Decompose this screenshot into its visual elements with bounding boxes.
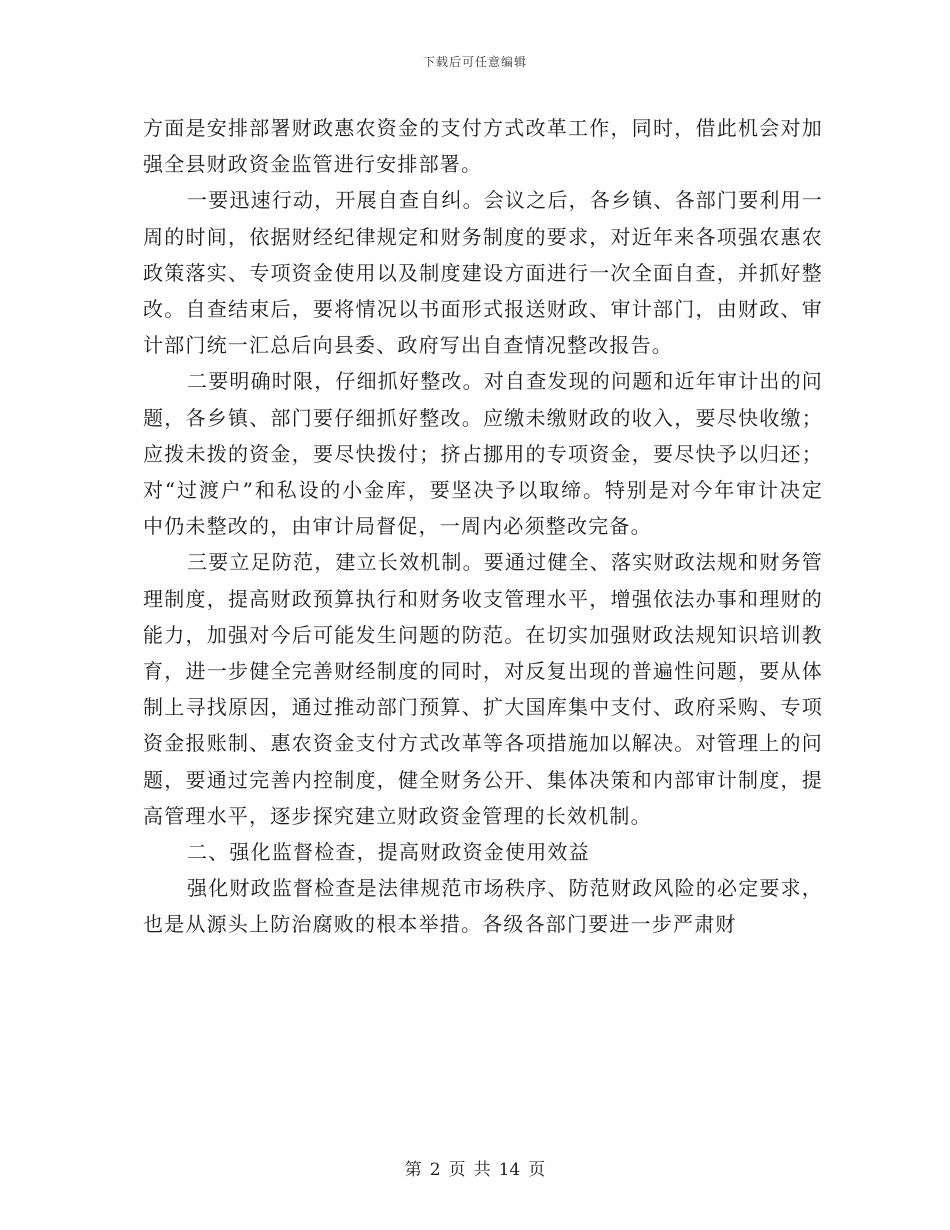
footer-prefix: 第: [404, 1160, 422, 1180]
section-heading: 二、强化监督检查，提高财政资金使用效益: [187, 840, 590, 865]
page-header: 下载后可任意编辑: [422, 55, 527, 69]
paragraph-3: 二要明确时限，仔细抓好整改。对自查发现的问题和近年审计出的问题，各乡镇、部门要仔细抓好整改。应缴未缴财政的收入，要尽快收缴；应拨未拨的资金，要尽快拨付；挤占挪用的专项资金，要尽快予以归还；对“过渡户”和私设的小金库，要坚决予以取缔。特别是对今年审计决定中仍未整改的，由审计局督促，一周内必须整改完备。: [143, 369, 823, 539]
paragraph-5: 强化财政监督检查是法律规范市场秩序、防范财政风险的必定要求，也是从源头上防治腐败的根本举措。各级各部门要进一步严肃财: [143, 876, 823, 937]
paragraph-1: 方面是安排部署财政惠农资金的支付方式改革工作，同时，借此机会对加强全县财政资金监管进行安排部署。: [143, 116, 823, 177]
footer-page-label: 页: [448, 1160, 466, 1180]
footer-suffix: 页: [528, 1160, 546, 1180]
paragraph-2: 一要迅速行动，开展自查自纠。会议之后，各乡镇、各部门要利用一周的时间，依据财经纪律规定和财务制度的要求，对近年来各项强农惠农政策落实、专项资金使用以及制度建设方面进行一次全面自查，并抓好整改。自查结束后，要将情况以书面形式报送财政、审计部门，由财政、审计部门统一汇总后向县委、政府写出自查情况整改报告。: [143, 188, 823, 358]
footer-total-label: 共: [473, 1160, 491, 1180]
document-body: [143, 110, 823, 943]
page-footer: [0, 1155, 950, 1180]
total-page-number: 14: [498, 1160, 521, 1180]
current-page-number: 2: [429, 1160, 441, 1180]
paragraph-4: 三要立足防范，建立长效机制。要通过健全、落实财政法规和财务管理制度，提高财政预算执行和财务收支管理水平，增强依法办事和理财的能力，加强对今后可能发生问题的防范。在切实加强财政法规知识培训教育，进一步健全完善财经制度的同时，对反复出现的普遍性问题，要从体制上寻找原因，通过推动部门预算、扩大国库集中支付、政府采购、专项资金报账制、惠农资金支付方式改革等各项措施加以解决。对管理上的问题，要通过完善内控制度，健全财务公开、集体决策和内部审计制度，提高管理水平，逐步探究建立财政资金管理的长效机制。: [143, 550, 823, 828]
